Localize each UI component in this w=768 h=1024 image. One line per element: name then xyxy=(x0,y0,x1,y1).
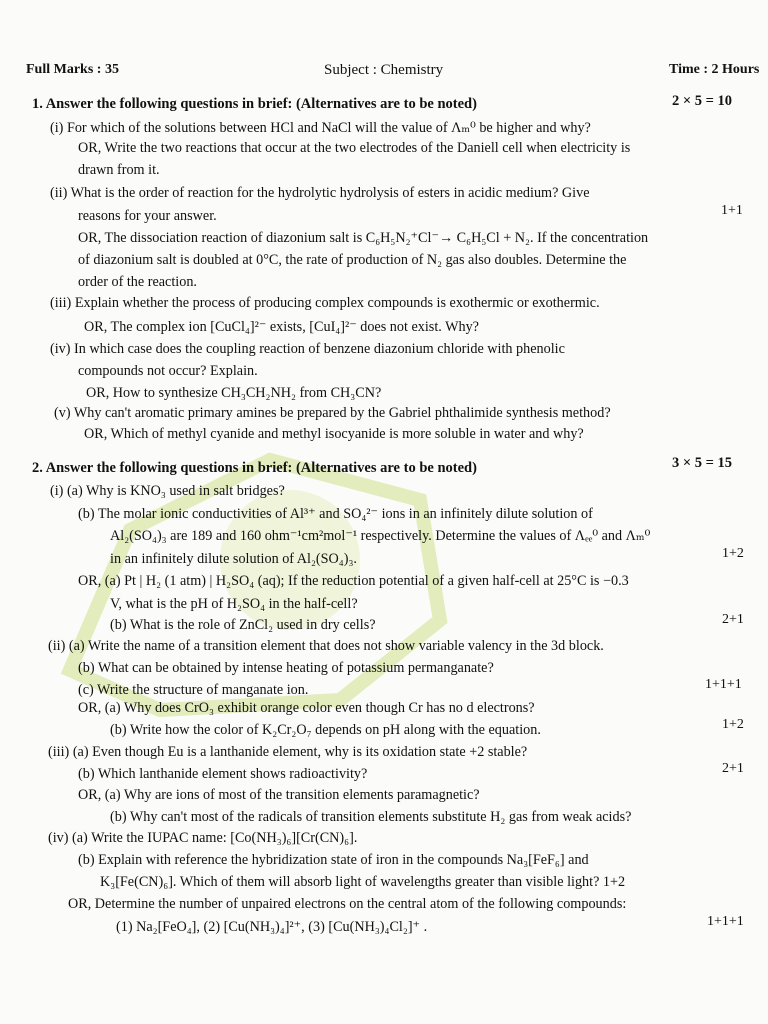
q2-ii-a: (ii) (a) Write the name of a transition element that does not show variable valency in the 3d block. xyxy=(48,638,604,654)
q2-iii-or-a: OR, (a) Why are ions of most of the transition elements paramagnetic? xyxy=(78,787,480,803)
q2-ii-c: (c) Write the structure of manganate ion. xyxy=(78,682,309,698)
q2-iv-b: (b) Explain with reference the hybridization state of iron in the compounds Na₃[FeF₆] and xyxy=(78,852,589,868)
subject-title: Subject : Chemistry xyxy=(324,62,444,78)
q2-i-or-a: OR, (a) Pt | H₂ (1 atm) | H₂SO₄ (aq); If the reduction potential of a given half-cell at 25°C is −0.3 xyxy=(78,573,629,589)
exam-header xyxy=(26,62,768,82)
q2-i-or-a-cont: V, what is the pH of H₂SO₄ in the half-cell? xyxy=(110,596,358,612)
q1-iv-cont: compounds not occur? Explain. xyxy=(78,363,258,379)
q2-ii-or-b: (b) Write how the color of K₂Cr₂O₇ depends on pH along with the equation. xyxy=(110,722,541,738)
q2-iii-a: (iii) (a) Even though Eu is a lanthanide element, why is its oxidation state +2 stable? xyxy=(48,744,528,760)
q2-i-or-b: (b) What is the role of ZnCl₂ used in dry cells? xyxy=(110,617,376,633)
q1-ii: (ii) What is the order of reaction for the hydrolytic hydrolysis of esters in acidic medium? Give xyxy=(50,185,590,201)
q2-iv-or-marks: 1+1+1 xyxy=(707,914,744,929)
section1-heading: 1. Answer the following questions in brief: (Alternatives are to be noted) xyxy=(32,96,477,112)
q2-iv-a: (iv) (a) Write the IUPAC name: [Co(NH₃)₆][Cr(CN)₆]. xyxy=(48,830,358,846)
q1-ii-or: OR, The dissociation reaction of diazonium salt is C₆H₅N₂⁺Cl⁻→ C₆H₅Cl + N₂. If the concentration xyxy=(78,230,649,246)
q2-i-a: (i) (a) Why is KNO₃ used in salt bridges? xyxy=(50,483,285,499)
q1-iv-or: OR, How to synthesize CH₃CH₂NH₂ from CH₃CN? xyxy=(86,385,382,401)
full-marks: Full Marks : 35 xyxy=(26,62,119,77)
q2-i-b-marks: 1+2 xyxy=(722,546,744,561)
q1-iv: (iv) In which case does the coupling reaction of benzene diazonium chloride with phenolic xyxy=(50,341,565,357)
exam-time: Time : 2 Hours xyxy=(669,62,760,77)
q1-ii-or-cont2: order of the reaction. xyxy=(78,274,197,290)
q2-i-b-cont1: Al₂(SO₄)₃ are 189 and 160 ohm⁻¹cm²mol⁻¹ respectively. Determine the values of Λₑₑ⁰ and Λₘ⁰ xyxy=(110,528,651,544)
q1-ii-marks: 1+1 xyxy=(721,203,743,218)
q1-iii-or: OR, The complex ion [CuCl₄]²⁻ exists, [CuI₄]²⁻ does not exist. Why? xyxy=(84,319,479,335)
q1-ii-or-cont1: of diazonium salt is doubled at 0°C, the rate of production of N₂ gas also doubles. Determine the xyxy=(78,252,627,268)
q2-i-b-cont2: in an infinitely dilute solution of Al₂(SO₄)₃. xyxy=(110,551,357,567)
q1-ii-cont: reasons for your answer. xyxy=(78,208,217,224)
section2-marks: 3 × 5 = 15 xyxy=(672,455,733,471)
q2-iii-b: (b) Which lanthanide element shows radioactivity? xyxy=(78,766,368,782)
section2-heading: 2. Answer the following questions in brief: (Alternatives are to be noted) xyxy=(32,460,477,476)
q1-i-or-cont: drawn from it. xyxy=(78,162,160,178)
q2-ii-or-a: OR, (a) Why does CrO₃ exhibit orange color even though Cr has no d electrons? xyxy=(78,700,535,716)
q2-i-b: (b) The molar ionic conductivities of Al³⁺ and SO₄²⁻ ions in an infinitely dilute solution of xyxy=(78,506,593,522)
q2-i-or-marks: 2+1 xyxy=(722,612,744,627)
section1-marks: 2 × 5 = 10 xyxy=(672,93,733,109)
q2-ii-b: (b) What can be obtained by intense heating of potassium permanganate? xyxy=(78,660,494,676)
q2-ii-marks: 1+1+1 xyxy=(705,677,742,692)
q2-ii-or-marks: 1+2 xyxy=(722,717,744,732)
q2-iv-or-compounds: (1) Na₂[FeO₄], (2) [Cu(NH₃)₄]²⁺, (3) [Cu(NH₃)₄Cl₂]⁺ . xyxy=(116,919,428,935)
q2-iv-b-cont: K₃[Fe(CN)₆]. Which of them will absorb light of wavelengths greater than visible light? 1+2 xyxy=(100,874,626,890)
q1-v: (v) Why can't aromatic primary amines be prepared by the Gabriel phthalimide synthesis method? xyxy=(54,405,611,421)
q2-iii-marks: 2+1 xyxy=(722,761,744,776)
q1-v-or: OR, Which of methyl cyanide and methyl isocyanide is more soluble in water and why? xyxy=(84,426,584,442)
q2-iii-or-b: (b) Why can't most of the radicals of transition elements substitute H₂ gas from weak acids? xyxy=(110,809,632,825)
q1-i-or: OR, Write the two reactions that occur at the two electrodes of the Daniell cell when electricity is xyxy=(78,140,631,156)
q2-iv-or: OR, Determine the number of unpaired electrons on the central atom of the following compounds: xyxy=(68,896,627,912)
q1-i: (i) For which of the solutions between HCl and NaCl will the value of Λₘ⁰ be higher and why? xyxy=(50,120,591,136)
q1-iii: (iii) Explain whether the process of producing complex compounds is exothermic or exothermic. xyxy=(50,295,600,311)
